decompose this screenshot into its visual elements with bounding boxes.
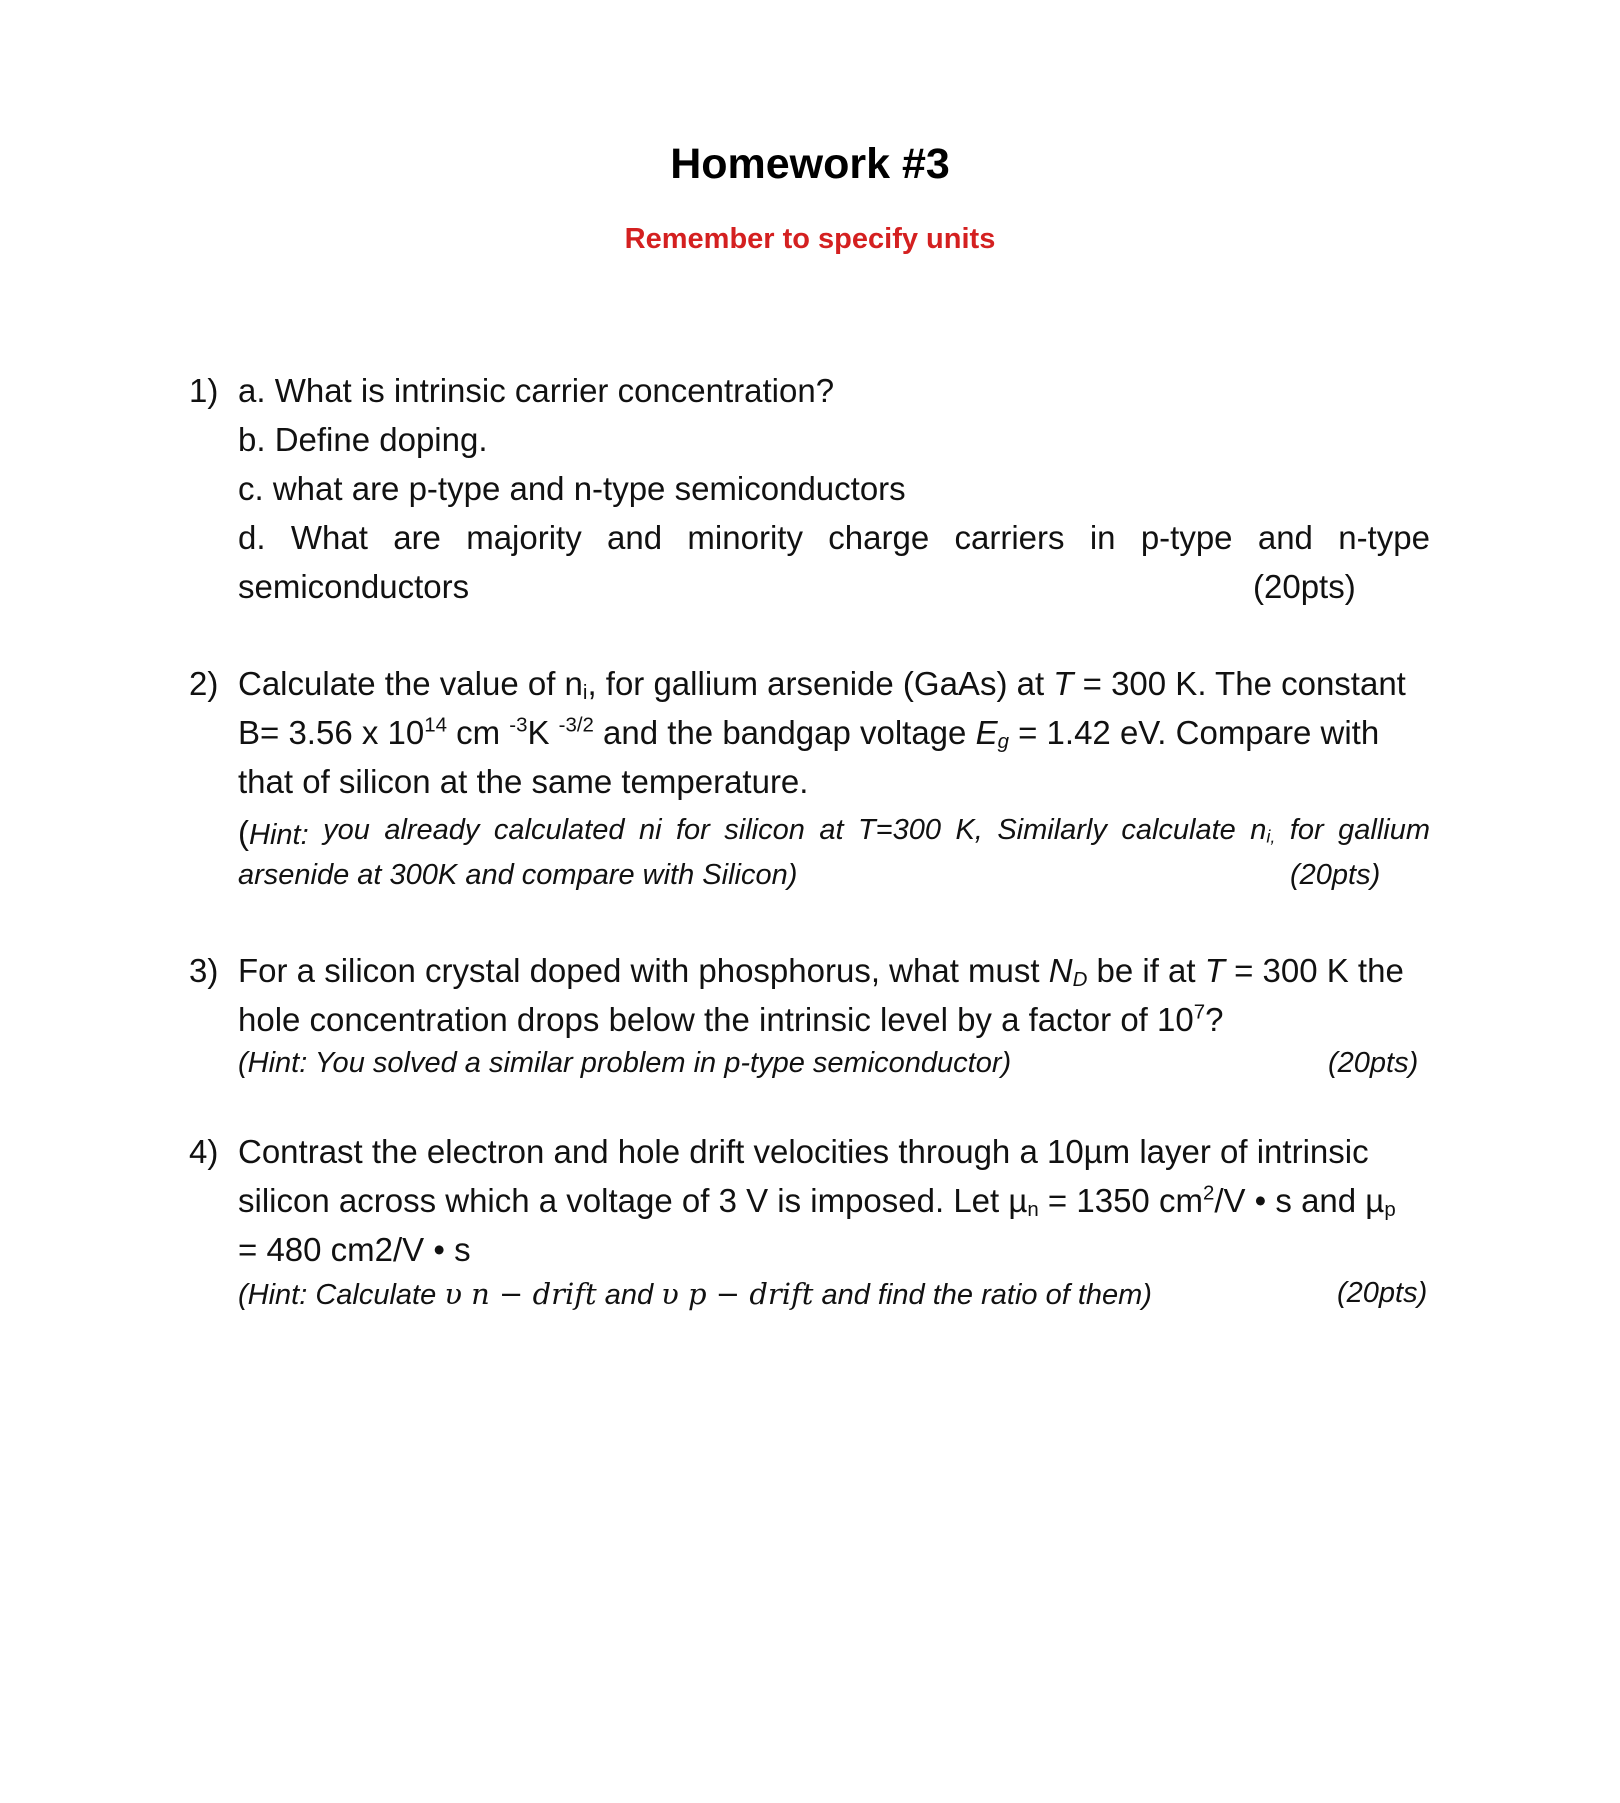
- word: silicon: [724, 814, 805, 846]
- word: What: [290, 519, 368, 556]
- question-4-hint: (Hint: Calculate υ n − drift and υ p − drift and find the ratio of them): [238, 1277, 1152, 1311]
- word: Similarly: [997, 814, 1107, 846]
- question-2-line-2: B= 3.56 x $10^{14}$ cm $^{-3}$K $^{-3/2}$ and the bandgap voltage $E_g = 1.42$ eV. Compare with: [238, 713, 1380, 754]
- page-title: Homework #3: [670, 140, 950, 188]
- question-1d: [238, 519, 1430, 557]
- question-2-line-3: that of silicon at the same temperature.: [238, 763, 809, 800]
- word: charge: [828, 519, 930, 556]
- word: (Hint:: [238, 814, 309, 851]
- word: T=300: [857, 814, 941, 846]
- question-4-line-3: = 480 cm2/V • s: [238, 1231, 471, 1268]
- question-3-line-1: For a silicon crystal doped with phosphorus, what must $N_D$ be if at T = 300 K the: [238, 952, 1404, 992]
- points-label: (20pts): [1328, 1047, 1419, 1079]
- word: at: [819, 814, 844, 846]
- question-1d-continued: semiconductors: [238, 568, 470, 605]
- word: minority: [687, 519, 803, 556]
- word: p-type: [1140, 519, 1233, 556]
- word: for: [675, 814, 710, 846]
- question-3-line-2: hole concentration drops below the intrinsic level by a factor of $10^7$?: [238, 1000, 1224, 1038]
- word: in: [1089, 519, 1116, 556]
- question-3-hint: (Hint: You solved a similar problem in p-type semiconductor): [238, 1047, 1012, 1079]
- word: you: [323, 814, 370, 846]
- word: ni: [638, 814, 662, 846]
- question-2-hint-continued: arsenide at 300K and compare with Silicon): [238, 859, 798, 891]
- word: for: [1289, 814, 1324, 846]
- word: K,: [955, 814, 983, 846]
- question-4-line-1: Contrast the electron and hole drift velocities through a 10µm layer of intrinsic: [238, 1133, 1369, 1170]
- word: calculate: [1121, 814, 1236, 846]
- word: are: [393, 519, 441, 556]
- question-number: 4): [189, 1133, 219, 1170]
- question-number: 1): [189, 372, 219, 409]
- word: d.: [238, 519, 266, 556]
- word: and: [607, 519, 663, 556]
- points-label: (20pts): [1337, 1277, 1428, 1309]
- question-number: 2): [189, 665, 219, 702]
- question-1a: a. What is intrinsic carrier concentration?: [238, 372, 835, 409]
- word: n-type: [1338, 519, 1430, 556]
- question-4-line-2: silicon across which a voltage of 3 V is imposed. Let µ$_n$ = 1350 $cm^2/V$ • s and µ$_p$: [238, 1181, 1396, 1222]
- page-subtitle: Remember to specify units: [624, 223, 996, 255]
- word: $n_{i,}$: [1250, 814, 1276, 847]
- word: majority: [466, 519, 582, 556]
- question-number: 3): [189, 952, 219, 989]
- question-1c: c. what are p-type and n-type semiconductors: [238, 470, 906, 507]
- question-2-line-1: Calculate the value of $n_i$, for gallium arsenide (GaAs) at T = 300 K. The constant: [238, 665, 1406, 705]
- word: already: [384, 814, 480, 846]
- word: calculated: [493, 814, 625, 846]
- question-1b: b. Define doping.: [238, 421, 488, 458]
- word: carriers: [954, 519, 1065, 556]
- points-label: (20pts): [1290, 859, 1381, 891]
- word: and: [1257, 519, 1313, 556]
- word: gallium: [1338, 814, 1430, 846]
- points-label: (20pts): [1253, 568, 1356, 605]
- question-2-hint: [238, 814, 1430, 852]
